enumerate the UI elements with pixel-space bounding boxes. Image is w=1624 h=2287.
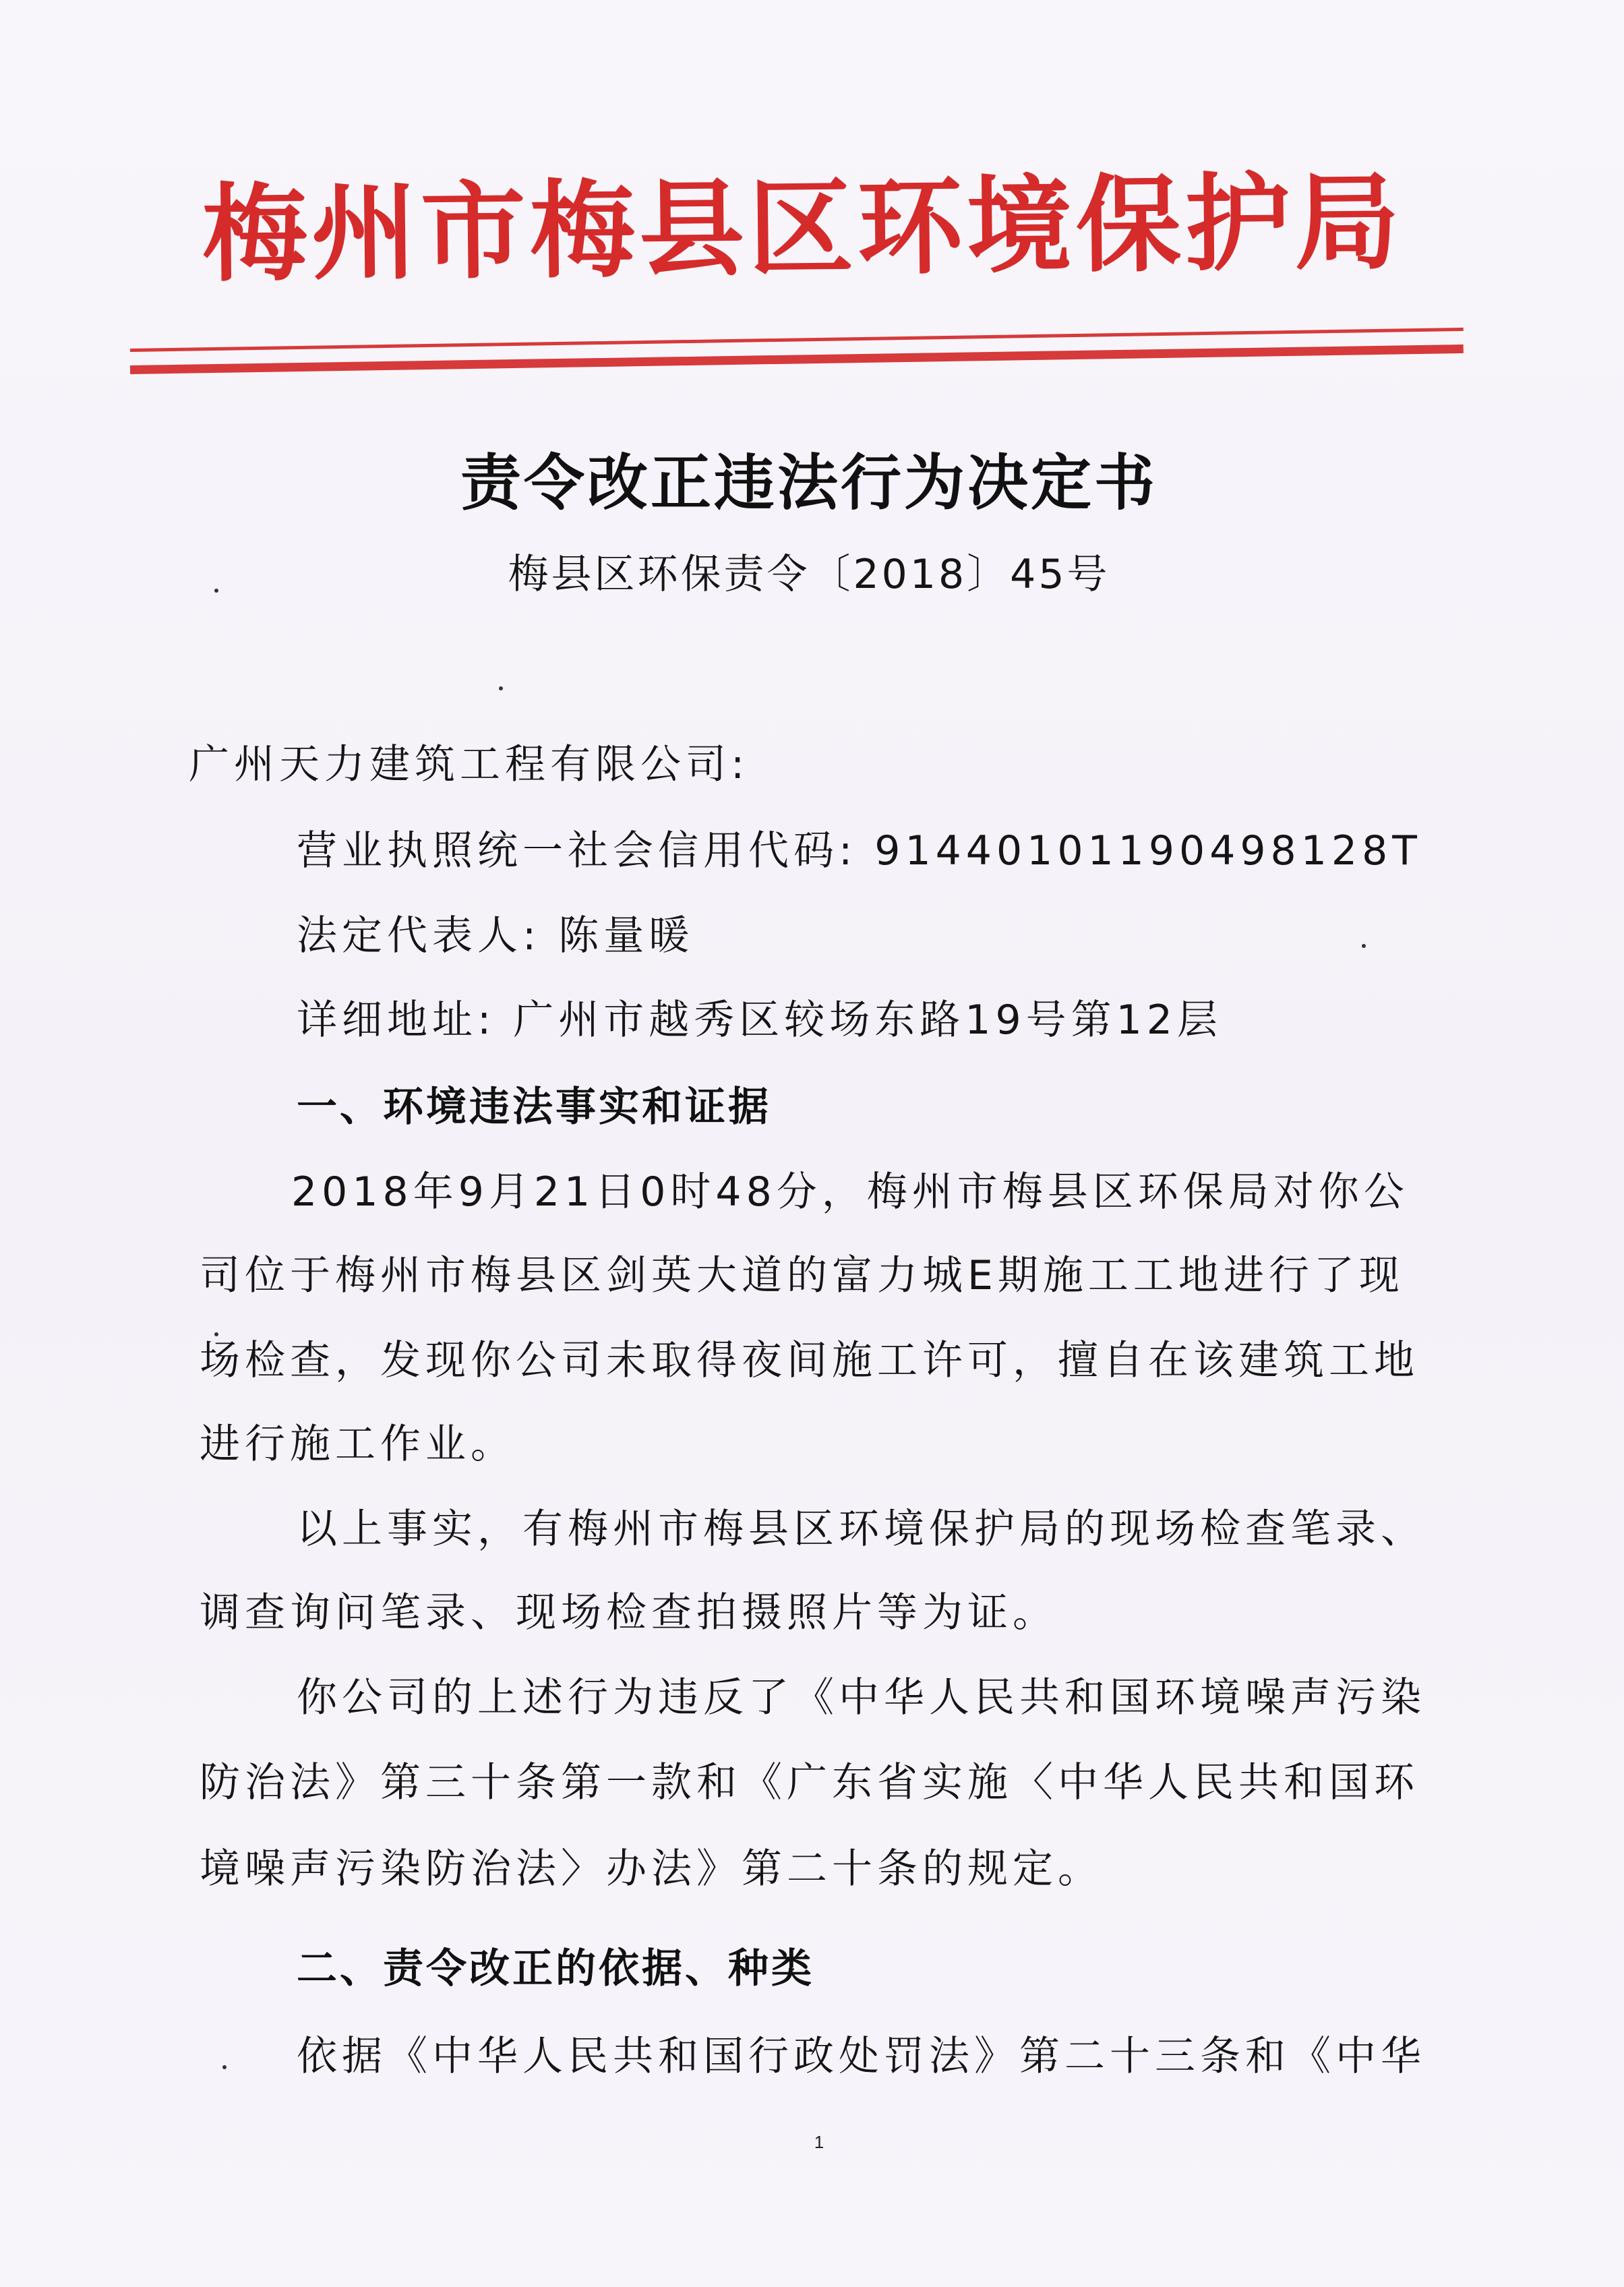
section-heading-2: 二、责令改正的依据、种类 [297, 1945, 814, 1992]
paragraph-line: 场检查，发现你公司未取得夜间施工许可，擅自在该建筑工地 [200, 1337, 1419, 1384]
recipient-credit-code: 营业执照统一社会信用代码: 91440101190498128T [297, 827, 1422, 874]
scan-speck [214, 1332, 218, 1336]
section-heading-1: 一、环境违法事实和证据 [297, 1083, 771, 1131]
paragraph-line: 境噪声污染防治法〉办法》第二十条的规定。 [200, 1845, 1103, 1893]
document-number: 梅县区环保责令〔2018〕45号 [508, 551, 1110, 598]
paragraph-line: 调查询问笔录、现场检查拍摄照片等为证。 [200, 1589, 1058, 1636]
paragraph-line: 以上事实，有梅州市梅县区环境保护局的现场检查笔录、 [297, 1506, 1426, 1553]
letterhead-organization-name: 梅州市梅县区环境保护局 [202, 160, 1404, 296]
recipient-address: 详细地址: 广州市越秀区较场东路19号第12层 [297, 997, 1222, 1044]
paragraph-line: 2018年9月21日0时48分，梅州市梅县区环保局对你公 [291, 1168, 1409, 1216]
letterhead-thick-red-rule [130, 345, 1464, 374]
page-number: 1 [814, 2132, 824, 2152]
paragraph-line: 你公司的上述行为违反了《中华人民共和国环境噪声污染 [297, 1674, 1426, 1721]
scan-speck [1362, 944, 1366, 948]
recipient-legal-representative: 法定代表人: 陈量暖 [297, 912, 694, 959]
scan-speck [214, 589, 218, 593]
paragraph-line: 依据《中华人民共和国行政处罚法》第二十三条和《中华 [297, 2033, 1426, 2080]
paragraph-line: 防治法》第三十条第一款和《广东省实施〈中华人民共和国环 [200, 1759, 1419, 1806]
scan-speck [499, 686, 503, 690]
scan-speck [222, 2065, 227, 2069]
paragraph-line: 司位于梅州市梅县区剑英大道的富力城E期施工工地进行了现 [200, 1252, 1404, 1299]
document-title: 责令改正违法行为决定书 [460, 448, 1157, 518]
paragraph-line: 进行施工作业。 [200, 1421, 516, 1468]
recipient-salutation: 广州天力建筑工程有限公司: [189, 741, 750, 788]
